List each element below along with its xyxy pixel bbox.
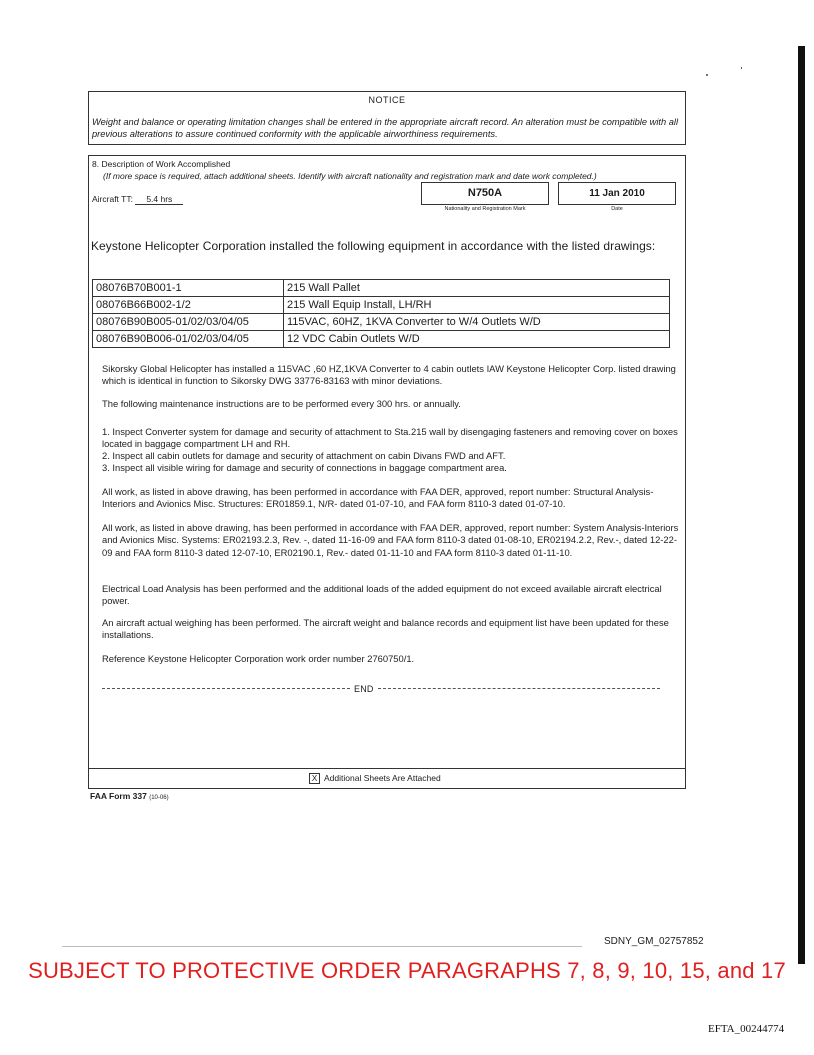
efta-number: EFTA_00244774 <box>708 1023 785 1035</box>
notice-text: Weight and balance or operating limitation changes shall be entered in the appropriate aircraft record. An alteration must be compatible with all previous alterations to assure continued conformity with the applicable airworthiness requirements. <box>92 117 679 139</box>
table-row <box>93 297 670 314</box>
intro-statement: Keystone Helicopter Corporation installed the following equipment in accordance with the listed drawings: <box>91 239 656 253</box>
table-row <box>93 331 670 348</box>
drawing-description: 115VAC, 60HZ, 1KVA Converter to W/4 Outlets W/D <box>284 314 670 331</box>
table-row <box>93 280 670 297</box>
drawing-number: 08076B70B001-1 <box>93 280 284 297</box>
notice-title: NOTICE <box>368 95 406 105</box>
aircraft-tt-value: 5.4 hrs <box>135 194 183 205</box>
maintenance-intro: The following maintenance instructions are to be performed every 300 hrs. or annually. <box>102 398 461 409</box>
additional-sheets-label: Additional Sheets Are Attached <box>324 773 441 783</box>
section-instructions: (If more space is required, attach additional sheets. Identify with aircraft nationality and registration mark and date work completed.) <box>103 171 597 181</box>
drawing-description: 215 Wall Equip Install, LH/RH <box>284 297 670 314</box>
dashed-rule <box>102 688 350 689</box>
additional-sheets-checkbox[interactable]: X <box>309 773 320 784</box>
electrical-load-paragraph: Electrical Load Analysis has been performed and the additional loads of the added equipment do not exceed available aircraft electrical power. <box>102 583 662 607</box>
work-order-reference: Reference Keystone Helicopter Corporation work order number 2760750/1. <box>102 653 415 664</box>
drawings-table <box>92 279 670 348</box>
section-title: 8. Description of Work Accomplished <box>92 159 231 169</box>
protective-order-stamp: SUBJECT TO PROTECTIVE ORDER PARAGRAPHS 7, 8, 9, 10, 15, and 17 <box>28 958 786 983</box>
scan-speck <box>706 74 708 76</box>
weighing-paragraph: An aircraft actual weighing has been performed. The aircraft weight and balance records and equipment list have been updated for these installations. <box>102 617 669 641</box>
scan-speck <box>741 67 742 69</box>
form-name: FAA Form 337 <box>90 791 147 801</box>
form-revision: (10-06) <box>149 795 169 801</box>
drawing-number: 08076B66B002-1/2 <box>93 297 284 314</box>
additional-sheets-indicator <box>309 773 441 784</box>
systems-approval-paragraph: All work, as listed in above drawing, has been performed in accordance with FAA DER, approved, report number: System Analysis-Interiors and Avionics Misc. Systems: ER02193.2.3, Rev. -, dated 11-16-09 and FAA form 8110-3 dated 01-08-10, ER02194.2.2, Rev.-, dated 12-22-09 and FAA form 8110-3 dated 12-07-10, ER02190.1, Rev.- dated 01-11-10 and FAA form 8110-3 dated 01-11-10. <box>102 522 679 558</box>
end-marker-line <box>102 684 672 694</box>
maintenance-step-2: 2. Inspect all cabin outlets for damage and security of attachment on cabin Divans FWD and AFT. <box>102 450 506 461</box>
drawing-number: 08076B90B005-01/02/03/04/05 <box>93 314 284 331</box>
end-marker: END <box>354 684 374 694</box>
form-identifier <box>90 791 169 801</box>
registration-mark-field: N750A <box>421 182 549 205</box>
drawing-description: 12 VDC Cabin Outlets W/D <box>284 331 670 348</box>
work-description-box <box>88 155 686 789</box>
aircraft-tt-label: Aircraft TT: <box>92 194 133 204</box>
scan-edge-bar <box>798 46 805 964</box>
maintenance-step-3: 3. Inspect all visible wiring for damage and security of connections in baggage compartment area. <box>102 462 507 473</box>
date-caption: Date <box>611 206 623 212</box>
table-row <box>93 314 670 331</box>
scan-line <box>62 946 582 947</box>
installation-paragraph: Sikorsky Global Helicopter has installed a 115VAC ,60 HZ,1KVA Converter to 4 cabin outlets IAW Keystone Helicopter Corp. listed drawing which is identical in function to Sikorsky DWG 33776-83163 with minor deviations. <box>102 363 676 387</box>
aircraft-total-time <box>92 194 183 205</box>
drawing-description: 215 Wall Pallet <box>284 280 670 297</box>
bates-number: SDNY_GM_02757852 <box>604 936 704 947</box>
date-field: 11 Jan 2010 <box>558 182 676 205</box>
notice-box <box>88 91 686 145</box>
registration-caption: Nationality and Registration Mark <box>444 206 526 212</box>
divider <box>89 768 685 769</box>
structural-approval-paragraph: All work, as listed in above drawing, has been performed in accordance with FAA DER, approved, report number: Structural Analysis-Interiors and Avionics Misc. Structures: ER01859.1, N/R- dated 01-07-10, and FAA form 8110-3 dated 01-07-10. <box>102 486 654 510</box>
drawing-number: 08076B90B006-01/02/03/04/05 <box>93 331 284 348</box>
dashed-rule <box>378 688 660 689</box>
maintenance-step-1: 1. Inspect Converter system for damage and security of attachment to Sta.215 wall by disengaging fasteners and removing cover on boxes located in baggage compartment LH and RH. <box>102 426 678 450</box>
